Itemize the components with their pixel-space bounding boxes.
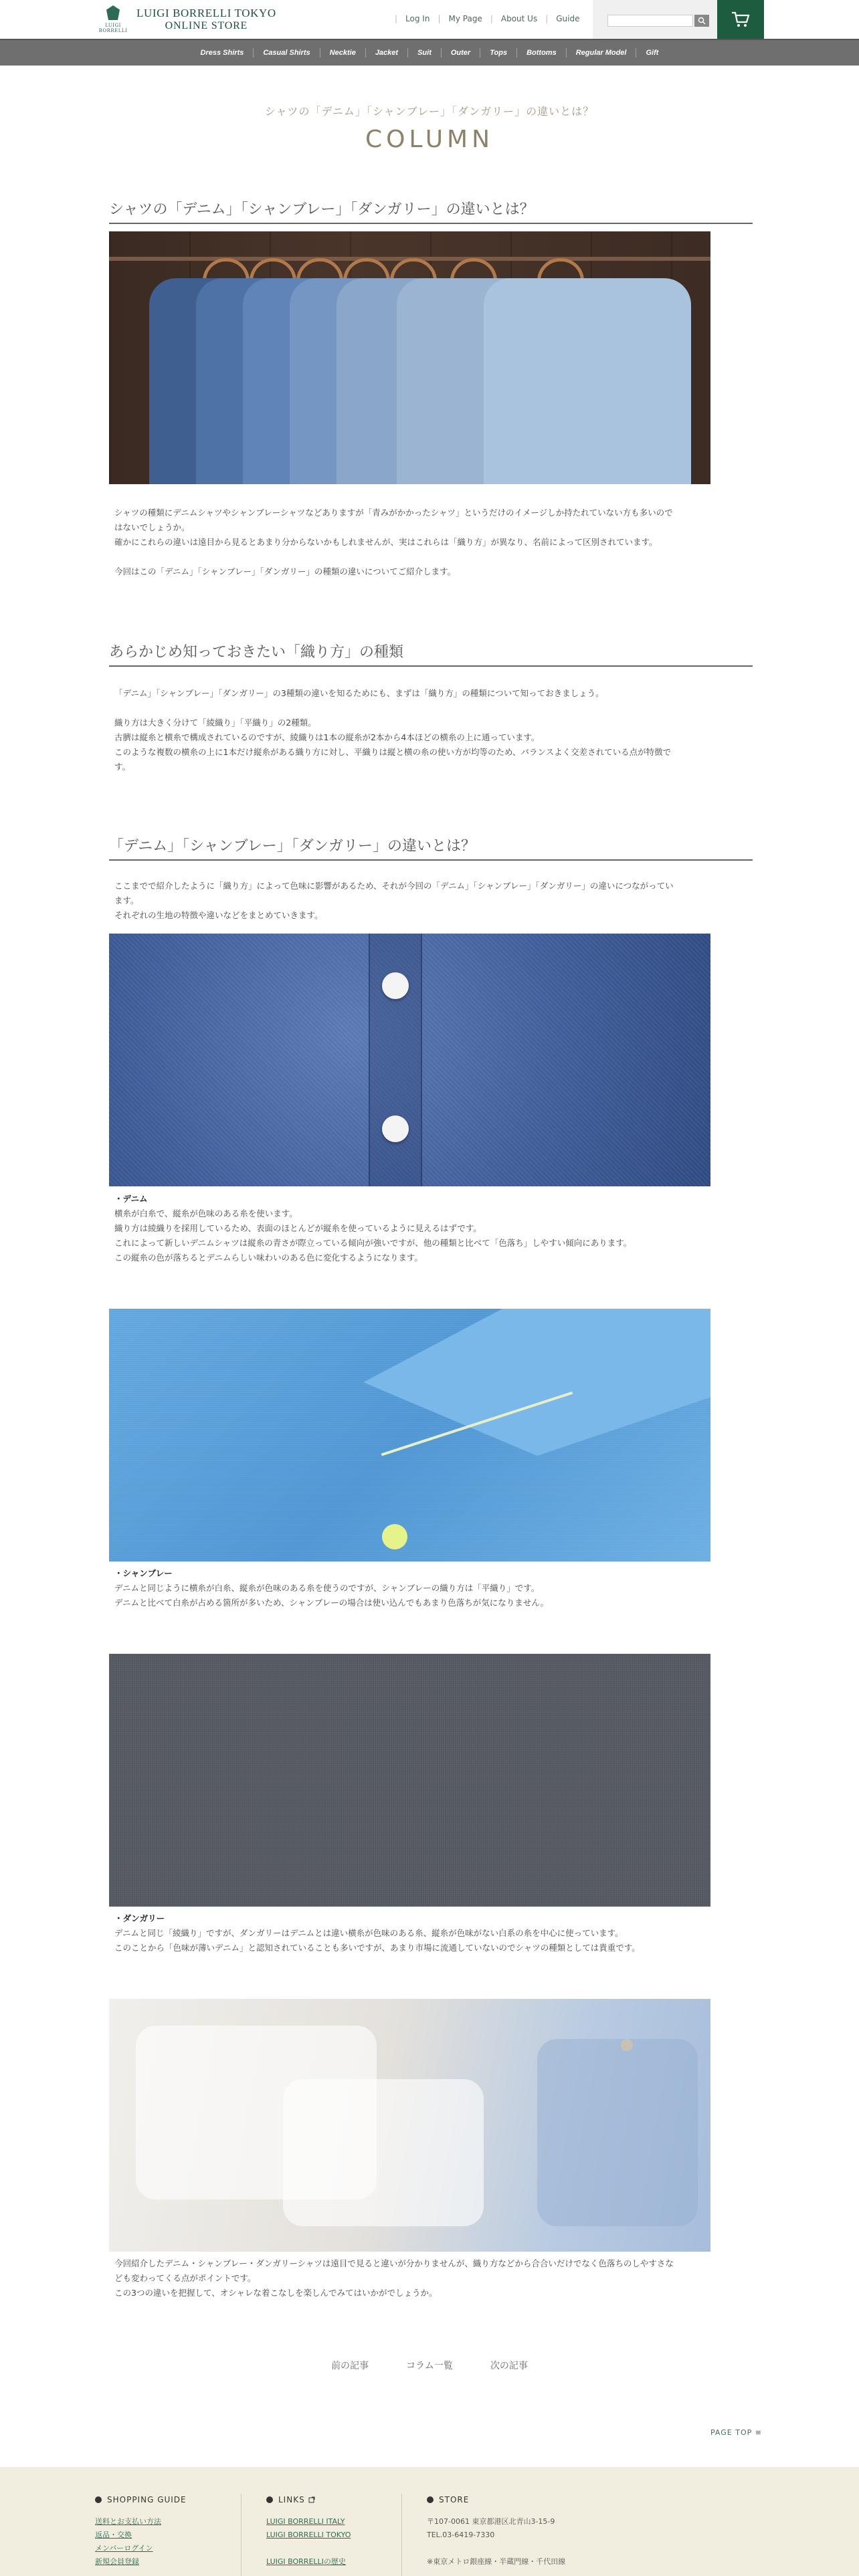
dungaree-description (114, 1911, 750, 1955)
links-heading (266, 2495, 351, 2504)
tokyo-link[interactable]: LUIGI BORRELLI TOKYO (266, 2531, 351, 2539)
weave-line: 「デニム」「シャンブレー」「ダンガリー」の3種類の違いを知るためにも、まずは「織り方」の種類について知っておきましょう。 (114, 688, 604, 698)
prev-article-link[interactable]: 前の記事 (331, 2361, 369, 2371)
footer-links (266, 2495, 351, 2569)
denim-title: ・デニム (114, 1194, 148, 1204)
login-link[interactable]: Log In (405, 14, 430, 23)
nav-tops[interactable]: Tops (490, 49, 508, 57)
footer (0, 2467, 859, 2576)
link-separator: | (395, 14, 398, 23)
nav-gift[interactable]: Gift (646, 49, 659, 57)
link-separator: | (438, 14, 441, 23)
weave-paragraph (114, 686, 750, 774)
dungaree-line: このことから「色味が薄いデニム」と認知されていることも多いですが、あまり市場に流通していないのでシャツの種類としては貴重です。 (114, 1943, 640, 1953)
intro-line (114, 550, 750, 564)
nav-jacket[interactable]: Jacket (375, 49, 399, 57)
intro-line: 確かにこれらの違いは遠目から見るとあまり分からないかもしれませんが、実はこれらは「織り方」が異なり、名前によって区別されています。 (114, 537, 658, 547)
category-nav (0, 39, 859, 66)
weave-line: 織り方は大きく分けて「綾織り」「平織り」の2種類。 (114, 718, 316, 728)
search-input[interactable] (607, 15, 693, 27)
about-link[interactable]: About Us (500, 14, 538, 23)
weave-line: このような複数の横糸の上に1本だけ縦糸がある織り方に対し、平織りは縦と横の糸の使い方が均等のため、バランスよく交差されている点が特徴で (114, 747, 672, 757)
shopping-guide-heading (95, 2495, 187, 2504)
store-spacer (427, 2542, 565, 2555)
nav-bottoms[interactable]: Bottoms (527, 49, 557, 57)
closing-line: 今回紹介したデニム・シャンブレー・ダンガリーシャツは遠目で見ると違いが分かりませんが、織り方などから合合いだけでなく色落ちのしやすさな (114, 2258, 674, 2268)
chambray-line: デニムと比べて白糸が占める箇所が多いため、シャンブレーの場合は使い込んでもあまり色落ちが気になりません。 (114, 1598, 549, 1608)
nav-casual-shirts[interactable]: Casual Shirts (263, 49, 310, 57)
shipping-payment-link[interactable]: 送料とお支払い方法 (95, 2517, 161, 2526)
weave-heading: あらかじめ知っておきたい「織り方」の種類 (109, 641, 753, 667)
shopping-guide-title: SHOPPING GUIDE (107, 2495, 187, 2504)
search-icon (698, 17, 706, 25)
logo-line-2: ONLINE STORE (165, 20, 248, 31)
guide-link[interactable]: Guide (556, 14, 580, 23)
chambray-line: デニムと同じように横糸が白糸、縦糸が色味のある糸を使うのですが、シャンブレーの織り方は「平織り」です。 (114, 1583, 540, 1593)
difference-intro (114, 879, 750, 923)
weave-line: す。 (114, 762, 131, 772)
intro-line: 今回はこの「デニム」「シャンブレー」「ダンガリー」の種類の違いについてご紹介します。 (114, 566, 456, 576)
column-list-link[interactable]: コラム一覧 (406, 2361, 453, 2371)
chambray-photo (109, 1309, 710, 1562)
dungaree-photo (109, 1654, 710, 1907)
next-article-link[interactable]: 次の記事 (490, 2361, 528, 2371)
denim-line: 横糸が白糸で、縦糸が色味のある糸を使います。 (114, 1208, 298, 1218)
logo-crest-icon (95, 4, 131, 35)
bullet-icon (427, 2496, 434, 2503)
denim-photo (109, 934, 710, 1186)
logo-line-1: LUIGI BORRELLI TOKYO (136, 7, 276, 19)
dungaree-title: ・ダンガリー (114, 1913, 165, 1923)
closing-paragraph (114, 2256, 750, 2300)
intro-paragraph (114, 506, 750, 579)
store-access: ※東京メトロ銀座線・半蔵門線・千代田線 (427, 2557, 566, 2566)
difference-heading: 「デニム」「シャンブレー」「ダンガリー」の違いとは？ (109, 835, 753, 861)
chambray-title: ・シャンブレー (114, 1568, 173, 1578)
difference-line: それぞれの生地の特徴や違いなどをまとめていきます。 (114, 910, 323, 920)
link-separator: | (545, 14, 549, 23)
nav-necktie[interactable]: Necktie (329, 49, 356, 57)
weave-line (114, 701, 750, 716)
denim-line: これによって新しいデニムシャツは縦糸の青さが際立っている傾向が強いですが、他の種類と比べて「色落ち」しやすい傾向にあります。 (114, 1238, 632, 1248)
denim-description (114, 1192, 750, 1265)
nav-dress-shirts[interactable]: Dress Shirts (200, 49, 244, 57)
footer-divider (401, 2494, 402, 2576)
search-area (593, 0, 717, 39)
intro-line: シャツの種類にデニムシャツやシャンブレーシャツなどありますが「青みがかかったシャツ」というだけのイメージしか持たれていない方も多いので (114, 508, 673, 518)
difference-line: ます。 (114, 895, 139, 905)
chambray-description (114, 1566, 750, 1610)
footer-store (427, 2495, 565, 2569)
top-header (0, 0, 859, 39)
page-top-link[interactable]: PAGE TOP ≡ (710, 2428, 762, 2437)
dungaree-line: デニムと同じ「綾織り」ですが、ダンガリーはデニムとは違い横糸が色味のある糸、縦糸が色味がない白系の糸を中心に使っています。 (114, 1928, 624, 1938)
article-pager (0, 2359, 859, 2372)
link-separator: | (490, 14, 493, 23)
nav-outer[interactable]: Outer (450, 49, 471, 57)
store-address: 〒107-0061 東京都港区北青山3-15-9 (427, 2517, 555, 2526)
cart-button[interactable] (717, 0, 764, 39)
logo-text (136, 7, 276, 32)
denim-line: 織り方は綾織りを採用しているため、表面のほとんどが縦糸を使っているように見えるはずです。 (114, 1223, 482, 1233)
external-link-icon (308, 2496, 315, 2503)
page-title: COLUMN (365, 126, 494, 153)
shirts-comparison-photo (109, 1999, 710, 2252)
history-link[interactable]: LUIGI BORRELLIの歴史 (266, 2557, 346, 2566)
logo-crest-text: LUIGI BORRELLI (98, 23, 128, 33)
links-spacer (266, 2542, 351, 2555)
page-subtitle: シャツの「デニム」「シャンブレー」「ダンガリー」の違いとは？ (264, 105, 595, 118)
store-phone: TEL.03-6419-7330 (427, 2531, 495, 2539)
nav-suit[interactable]: Suit (417, 49, 432, 57)
member-login-link[interactable]: メンバーログイン (95, 2544, 153, 2553)
italy-link[interactable]: LUIGI BORRELLI ITALY (266, 2517, 345, 2526)
closing-line: この3つの違いを把握して、オシャレな着こなしを楽しんでみてはいかがでしょうか。 (114, 2288, 438, 2298)
register-link[interactable]: 新規会員登録 (95, 2557, 139, 2566)
store-logo[interactable] (95, 4, 276, 35)
mypage-link[interactable]: My Page (448, 14, 482, 23)
closing-line: ども変わってくる点がポイントです。 (114, 2273, 256, 2283)
store-heading (427, 2495, 565, 2504)
search-button[interactable] (694, 15, 709, 27)
footer-divider (241, 2494, 242, 2576)
bullet-icon (266, 2496, 273, 2503)
header-links (387, 14, 580, 23)
footer-shopping-guide (95, 2495, 187, 2569)
store-title: STORE (439, 2495, 470, 2504)
cart-icon (731, 11, 751, 28)
bullet-icon (95, 2496, 102, 2503)
shirts-rail-photo (109, 231, 710, 484)
returns-link[interactable]: 返品・交換 (95, 2531, 132, 2539)
intro-line: はないでしょうか。 (114, 522, 190, 532)
nav-regular-model[interactable]: Regular Model (575, 49, 627, 57)
article-heading-main: シャツの「デニム」「シャンブレー」「ダンガリー」の違いとは？ (109, 198, 753, 224)
difference-line: ここまでで紹介したように「織り方」によって色味に影響があるため、それが今回の「デニム」「シャンブレー」「ダンガリー」の違いにつながってい (114, 881, 674, 891)
links-title: LINKS (278, 2495, 305, 2504)
weave-line: 古臍は縦糸と横糸で構成されているのですが、綾織りは1本の縦糸が2本から4本ほどの横糸の上に通っています。 (114, 732, 540, 742)
denim-line: この縦糸の色が落ちるとデニムらしい味わいのある色に変化するようになります。 (114, 1253, 423, 1263)
